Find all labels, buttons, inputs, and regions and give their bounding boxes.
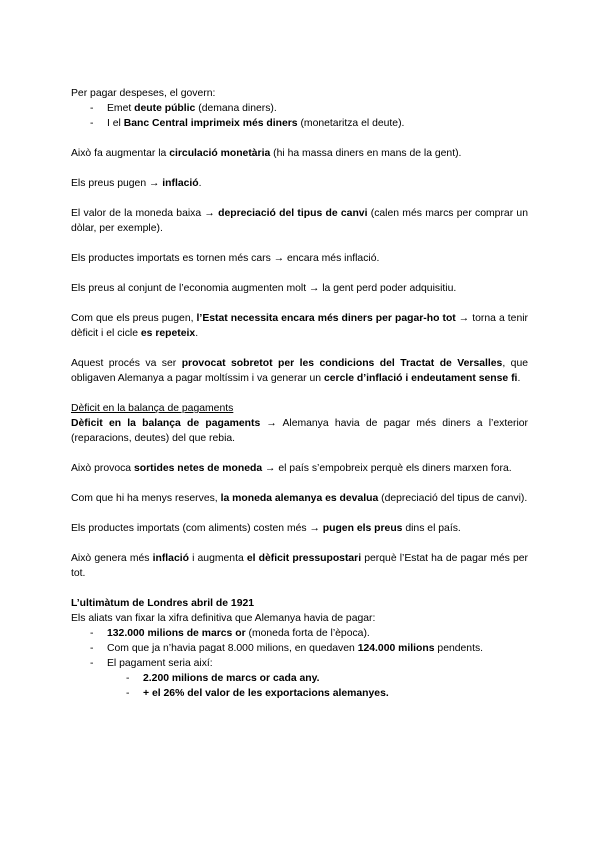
paragraph-budget-deficit: Això genera més inflació i augmenta el dèficit pressupostari perquè l’Estat ha de pagar més per tot. (71, 553, 529, 579)
paragraph-allies: Els aliats van fixar la xifra definitiva que Alemanya havia de pagar: (71, 613, 376, 624)
section-title-london: L’ultimàtum de Londres abril de 1921 (71, 598, 255, 609)
paragraph-monetary-circulation: Això fa augmentar la circulació monetària (hi ha massa diners en mans de la gent). (71, 148, 462, 159)
list-item: - Emet deute públic (demana diners). (71, 101, 528, 116)
list-item: - + el 26% del valor de les exportacions alemanyes. (71, 686, 528, 701)
paragraph-devaluation: Com que hi ha menys reserves, la moneda alemanya es devalua (depreciació del tipus de canvi). (71, 493, 528, 504)
paragraph-balance-deficit: Dèficit en la balança de pagaments → Alemanya havia de pagar més diners a l’exterior (reparacions, deutes) del que rebia. (71, 418, 528, 444)
paragraph-imports: Els productes importats es tornen més cars → encara més inflació. (71, 253, 380, 264)
government-list (71, 101, 528, 131)
london-list (71, 626, 528, 671)
paragraph-prices-rise: Els productes importats (com aliments) costen més → pugen els preus dins el país. (71, 523, 461, 534)
paragraph-cycle: Com que els preus pugen, l’Estat necessita encara més diners per pagar-ho tot → torna a tenir dèficit i el cicle es repeteix. (71, 313, 528, 339)
list-item: - 2.200 milions de marcs or cada any. (71, 671, 528, 686)
list-item: - El pagament seria així: (71, 656, 528, 671)
list-item: - 132.000 milions de marcs or (moneda forta de l’època). (71, 626, 528, 641)
paragraph-outflows: Això provoca sortides netes de moneda → el país s’empobreix perquè els diners marxen fora. (71, 463, 512, 474)
paragraph-depreciation: El valor de la moneda baixa → depreciació del tipus de canvi (calen més marcs per comprar un dòlar, per exemple). (71, 208, 528, 234)
paragraph-purchasing-power: Els preus al conjunt de l’economia augmenten molt → la gent perd poder adquisitiu. (71, 283, 457, 294)
section-title-balance: Dèficit en la balança de pagaments (71, 403, 234, 414)
paragraph-versailles: Aquest procés va ser provocat sobretot per les condicions del Tractat de Versalles, que obligaven Alemanya a pagar moltíssim i va generar un cercle d’inflació i endeutament sense fi. (71, 358, 528, 384)
list-item: - I el Banc Central imprimeix més diners (monetaritza el deute). (71, 116, 528, 131)
list-item: - Com que ja n’havia pagat 8.000 milions, en quedaven 124.000 milions pendents. (71, 641, 528, 656)
intro-text: Per pagar despeses, el govern: (71, 88, 216, 99)
document-page (71, 86, 528, 701)
paragraph-inflation: Els preus pugen → inflació. (71, 178, 202, 189)
payment-sublist (71, 671, 528, 701)
